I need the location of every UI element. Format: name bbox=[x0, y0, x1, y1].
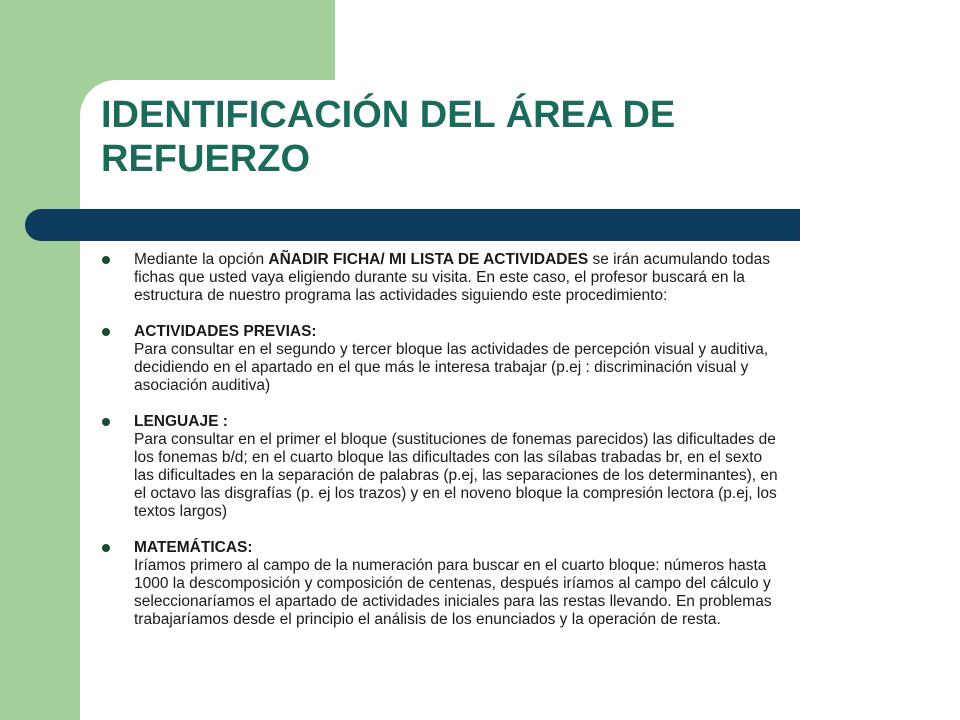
bullet-text-line: Para consultar en el segundo y tercer bloque las actividades de percepción visual y auditiva, bbox=[134, 341, 769, 358]
bullet-item-intro bbox=[100, 251, 915, 305]
bullet-item-matematicas bbox=[100, 539, 915, 629]
bullet-heading: MATEMÁTICAS: bbox=[134, 539, 253, 556]
bullet-dot-icon bbox=[102, 544, 110, 552]
bullet-text-line: Para consultar en el primer el bloque (sustituciones de fonemas parecidos) las dificultades de bbox=[134, 431, 776, 448]
bullet-text-line: 1000 la descomposición y composición de centenas, después iríamos al campo del cálculo y bbox=[134, 575, 771, 592]
bullet-text: Mediante la opción bbox=[134, 251, 269, 268]
bullet-text: se irán acumulando todas bbox=[588, 251, 770, 268]
bullet-text-line: el octavo las disgrafías (p. ej los trazos) y en el noveno bloque la compresión lectora (p.ej, los bbox=[134, 485, 777, 502]
bullet-item-actividades-previas bbox=[100, 323, 915, 395]
bullet-list bbox=[100, 251, 915, 647]
bullet-text-line: seleccionaríamos el apartado de actividades iniciales para las restas llevando. En problemas bbox=[134, 593, 772, 610]
bullet-item-lenguaje bbox=[100, 413, 915, 521]
bullet-heading: LENGUAJE : bbox=[134, 413, 228, 430]
bullet-text-line: los fonemas b/d; en el cuarto bloque las dificultades con las sílabas trabadas br, en el sexto bbox=[134, 449, 763, 466]
bullet-text-line: estructura de nuestro programa las actividades siguiendo este procedimiento: bbox=[134, 287, 668, 304]
bullet-text-line: decidiendo en el apartado en el que más le interesa trabajar (p.ej : discriminación visual y bbox=[134, 359, 749, 376]
slide-title bbox=[101, 93, 901, 181]
bullet-dot-icon bbox=[102, 256, 110, 264]
bullet-text-line: trabajaríamos desde el principio el análisis de los enunciados y la operación de resta. bbox=[134, 611, 721, 628]
bullet-text-line: fichas que usted vaya eligiendo durante su visita. En este caso, el profesor buscará en la bbox=[134, 269, 745, 286]
bullet-dot-icon bbox=[102, 418, 110, 426]
bullet-text-line: Iríamos primero al campo de la numeración para buscar en el cuarto bloque: números hasta bbox=[134, 557, 767, 574]
title-line-2: REFUERZO bbox=[101, 138, 310, 180]
bullet-text-line: las dificultades en la separación de palabras (p.ej, las separaciones de los determinantes), en bbox=[134, 467, 778, 484]
title-line-1: IDENTIFICACIÓN DEL ÁREA DE bbox=[101, 94, 676, 136]
bullet-text-line bbox=[134, 251, 915, 269]
title-divider-bar bbox=[25, 209, 800, 241]
bullet-heading: ACTIVIDADES PREVIAS: bbox=[134, 323, 317, 340]
bullet-text-line: asociación auditiva) bbox=[134, 377, 271, 394]
option-name: AÑADIR FICHA/ MI LISTA DE ACTIVIDADES bbox=[268, 251, 589, 268]
bullet-dot-icon bbox=[102, 328, 110, 336]
bullet-text-line: textos largos) bbox=[134, 503, 228, 520]
